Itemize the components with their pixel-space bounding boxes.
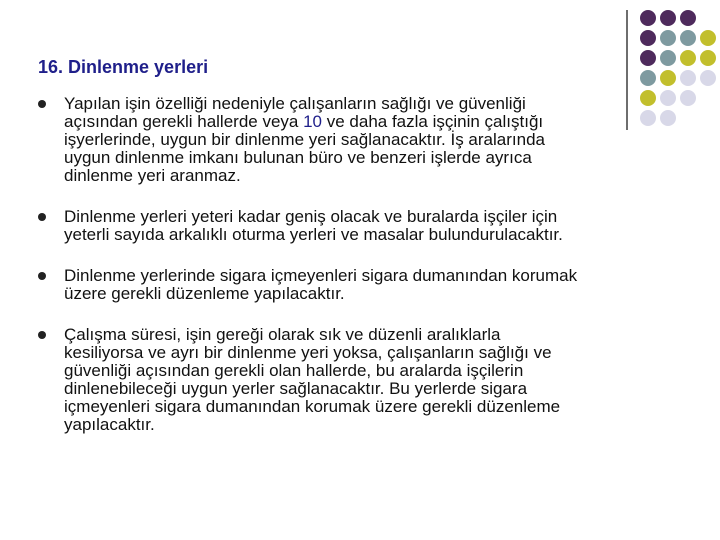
decorative-dot bbox=[700, 30, 716, 46]
bullet-marker bbox=[38, 213, 46, 221]
decorative-dot bbox=[640, 70, 656, 86]
bullet-text: Dinlenme yerlerinde sigara içmeyenleri sigara dumanından korumak üzere gerekli düzenleme yapılacaktır. bbox=[64, 266, 578, 303]
bullet-text: Dinlenme yerleri yeteri kadar geniş olacak ve buralarda işçiler için yeterli sayıda arkalıklı oturma yerleri ve masalar bulundurulacaktır. bbox=[64, 207, 563, 244]
decorative-dot bbox=[680, 30, 696, 46]
decorative-dot bbox=[680, 70, 696, 86]
decorative-dot bbox=[640, 30, 656, 46]
bullet-list bbox=[38, 95, 678, 457]
decorative-dot bbox=[680, 50, 696, 66]
bullet-marker bbox=[38, 100, 46, 108]
highlighted-number: 10 bbox=[303, 112, 323, 131]
decorative-dot bbox=[660, 30, 676, 46]
bullet-marker bbox=[38, 331, 46, 339]
decorative-dot bbox=[660, 70, 676, 86]
bullet-item bbox=[38, 326, 678, 434]
bullet-item bbox=[38, 208, 678, 244]
decorative-dot bbox=[640, 50, 656, 66]
decorative-dot bbox=[660, 50, 676, 66]
bullet-item bbox=[38, 267, 678, 303]
bullet-text: Çalışma süresi, işin gereği olarak sık ve düzenli aralıklarla kesiliyorsa ve ayrı bir dinlenme yeri yoksa, çalışanların sağlığı ve güvenliği açısından gerekli olan hallerde, bu aralarda işçilerin dinlenebileceği uygun yerler sağlanacaktır. Bu yerlerde sigara içmeyenleri sigara dumanından korumak üzere gerekli düzenleme yapılacaktır. bbox=[64, 325, 561, 434]
decorative-dot bbox=[700, 50, 716, 66]
bullet-text bbox=[64, 95, 678, 185]
bullet-text-part: ve daha fazla işçinin çalıştığı işyerlerinde, uygun bir dinlenme yeri sağlanacaktır. İş aralarında uygun dinlenme imkanı bulunan büro ve benzeri işlerde ayrıca dinlenme yeri aranmaz. bbox=[64, 112, 545, 185]
bullet-item bbox=[38, 95, 678, 185]
bullet-marker bbox=[38, 272, 46, 280]
decorative-dot bbox=[660, 10, 676, 26]
slide-title: 16. Dinlenme yerleri bbox=[38, 57, 209, 77]
decorative-dot bbox=[680, 90, 696, 106]
bullet-text-part: Yapılan işin özelliği nedeniyle çalışanların sağlığı ve güvenliği açısından gerekli hallerde veya bbox=[64, 94, 526, 131]
decorative-dot bbox=[640, 10, 656, 26]
decorative-dot bbox=[680, 10, 696, 26]
decorative-dot bbox=[700, 70, 716, 86]
